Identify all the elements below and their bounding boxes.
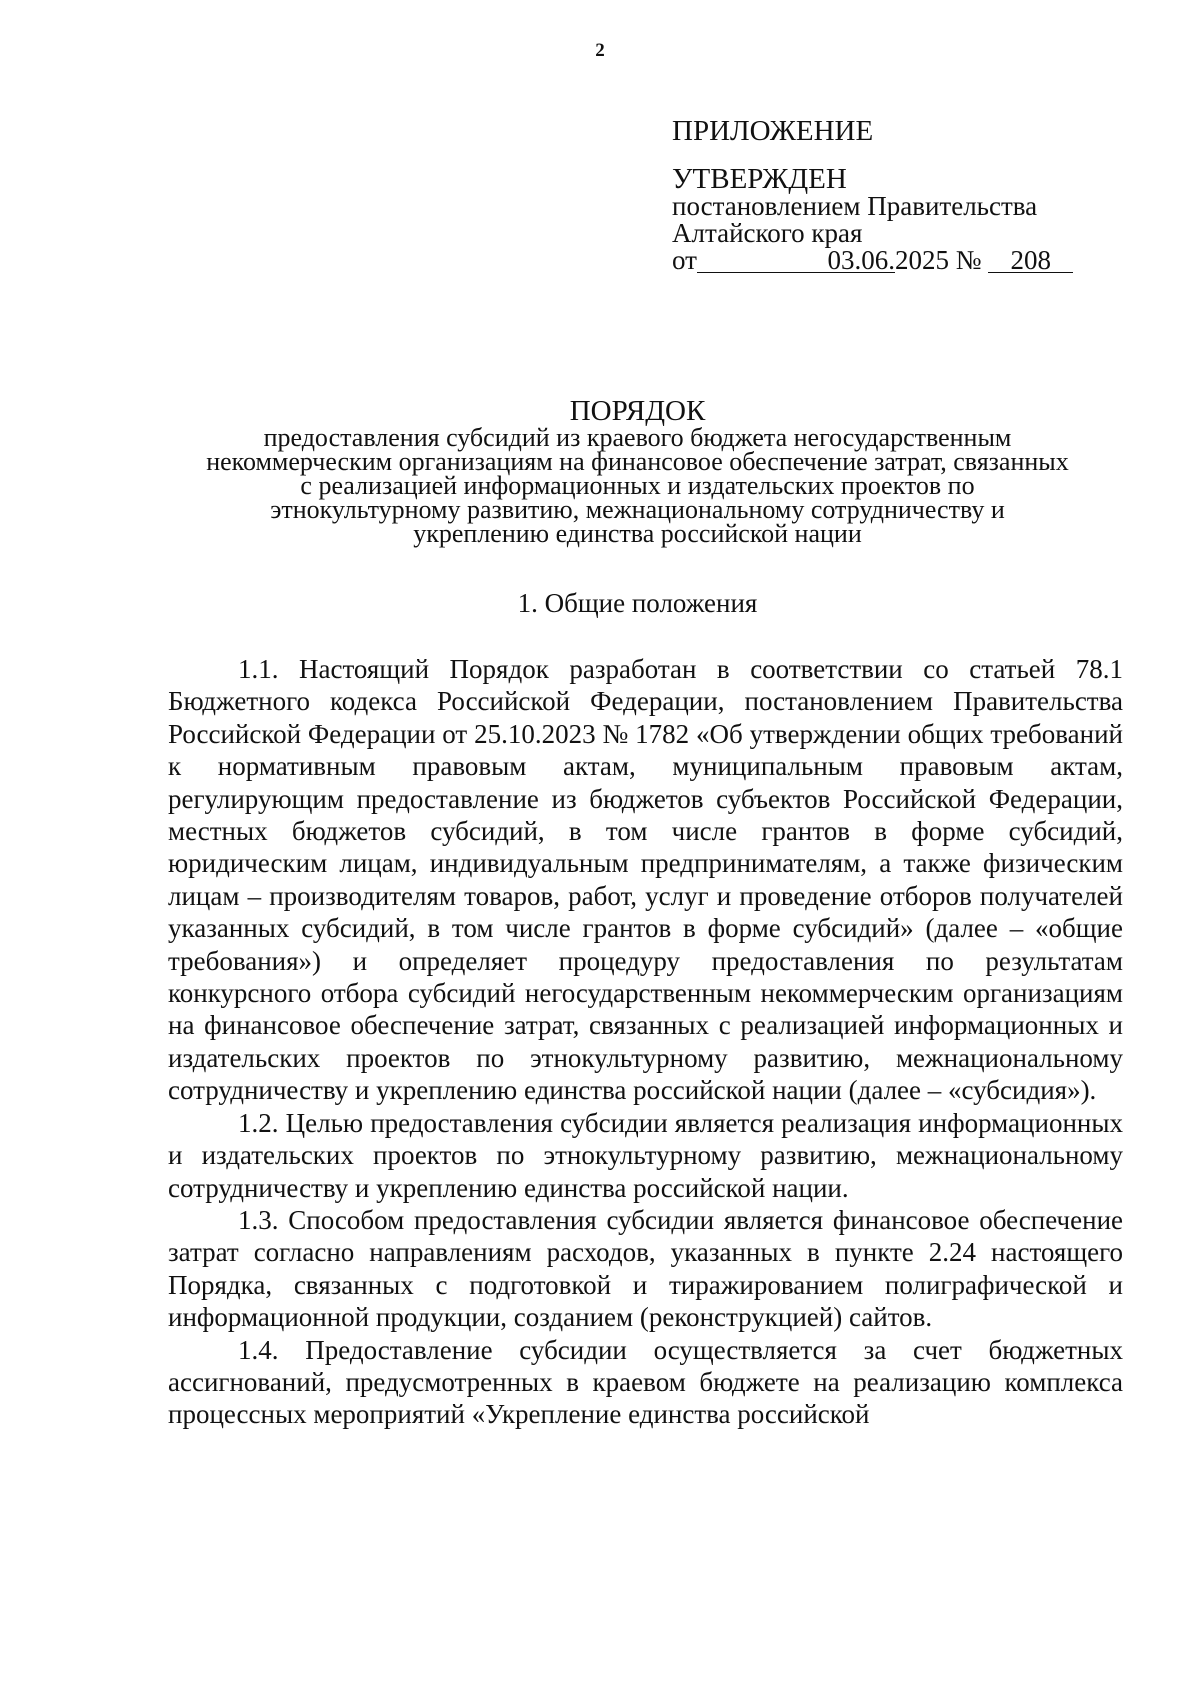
approval-stamp [672,115,1092,275]
subtitle-line: некоммерческим организациям на финансовое обеспечение затрат, связанных [206,447,1069,476]
approved-by-line-1: постановлением Правительства [672,191,1038,221]
approved-label: УТВЕРЖДЕН [672,163,847,195]
date-prefix: от [672,245,697,275]
approval-date-line [672,247,1092,274]
body-text [168,653,1123,1431]
appendix-label: ПРИЛОЖЕНИЕ [672,115,874,147]
subtitle-line: укреплению единства российской нации [413,519,862,548]
date-value: 03.06. [697,248,895,273]
subtitle-line: с реализацией информационных и издательских проектов по [300,471,975,500]
approved-by-line-2: Алтайского края [672,218,863,248]
paragraph-1-2: 1.2. Целью предоставления субсидии является реализация информационных и издательских проектов по этнокультурному развитию, межнациональному сотрудничеству и укреплению единства российской нации. [168,1107,1123,1203]
subtitle-line: этнокультурному развитию, межнациональному сотрудничеству и [270,495,1005,524]
decree-number: 208 [988,248,1073,273]
paragraph-1-4: 1.4. Предоставление субсидии осуществляется за счет бюджетных ассигнований, предусмотренных в краевом бюджете на реализацию комплекса процессных мероприятий «Укрепление единства российской [168,1334,1123,1430]
document-title: ПОРЯДОК [569,395,706,427]
paragraph-1-3: 1.3. Способом предоставления субсидии является финансовое обеспечение затрат согласно направлениям расходов, указанных в пункте 2.24 настоящего Порядка, связанных с подготовкой и тиражированием полиграфической и информационной продукции, созданием (реконструкцией) сайтов. [168,1204,1123,1333]
paragraph-1-1: 1.1. Настоящий Порядок разработан в соответствии со статьей 78.1 Бюджетного кодекса Российской Федерации, постановлением Правительства Российской Федерации от 25.10.2023 № 1782 «Об утверждении общих требований к нормативным правовым актам, муниципальным правовым актам, регулирующим предоставление из бюджетов субъектов Российской Федерации, местных бюджетов субсидий, в том числе грантов в форме субсидий, юридическим лицам, индивидуальным предпринимателям, а также физическим лицам – производителям товаров, работ, услуг и проведение отборов получателей указанных субсидий, в том числе грантов в форме субсидий» (далее – «общие требования») и определяет процедуру предоставления по результатам конкурсного отбора субсидий негосударственным некоммерческим организациям на финансовое обеспечение затрат, связанных с реализацией информационных и издательских проектов по этнокультурному развитию, межнациональному сотрудничеству и укреплению единства российской нации (далее – «субсидия»). [168,654,1123,1106]
year-label: 2025 № [894,245,982,275]
section-heading: 1. Общие положения [517,588,758,618]
page-number: 2 [595,40,605,61]
subtitle-line: предоставления субсидий из краевого бюджета негосударственным [263,423,1012,452]
document-title-block [150,396,1125,546]
